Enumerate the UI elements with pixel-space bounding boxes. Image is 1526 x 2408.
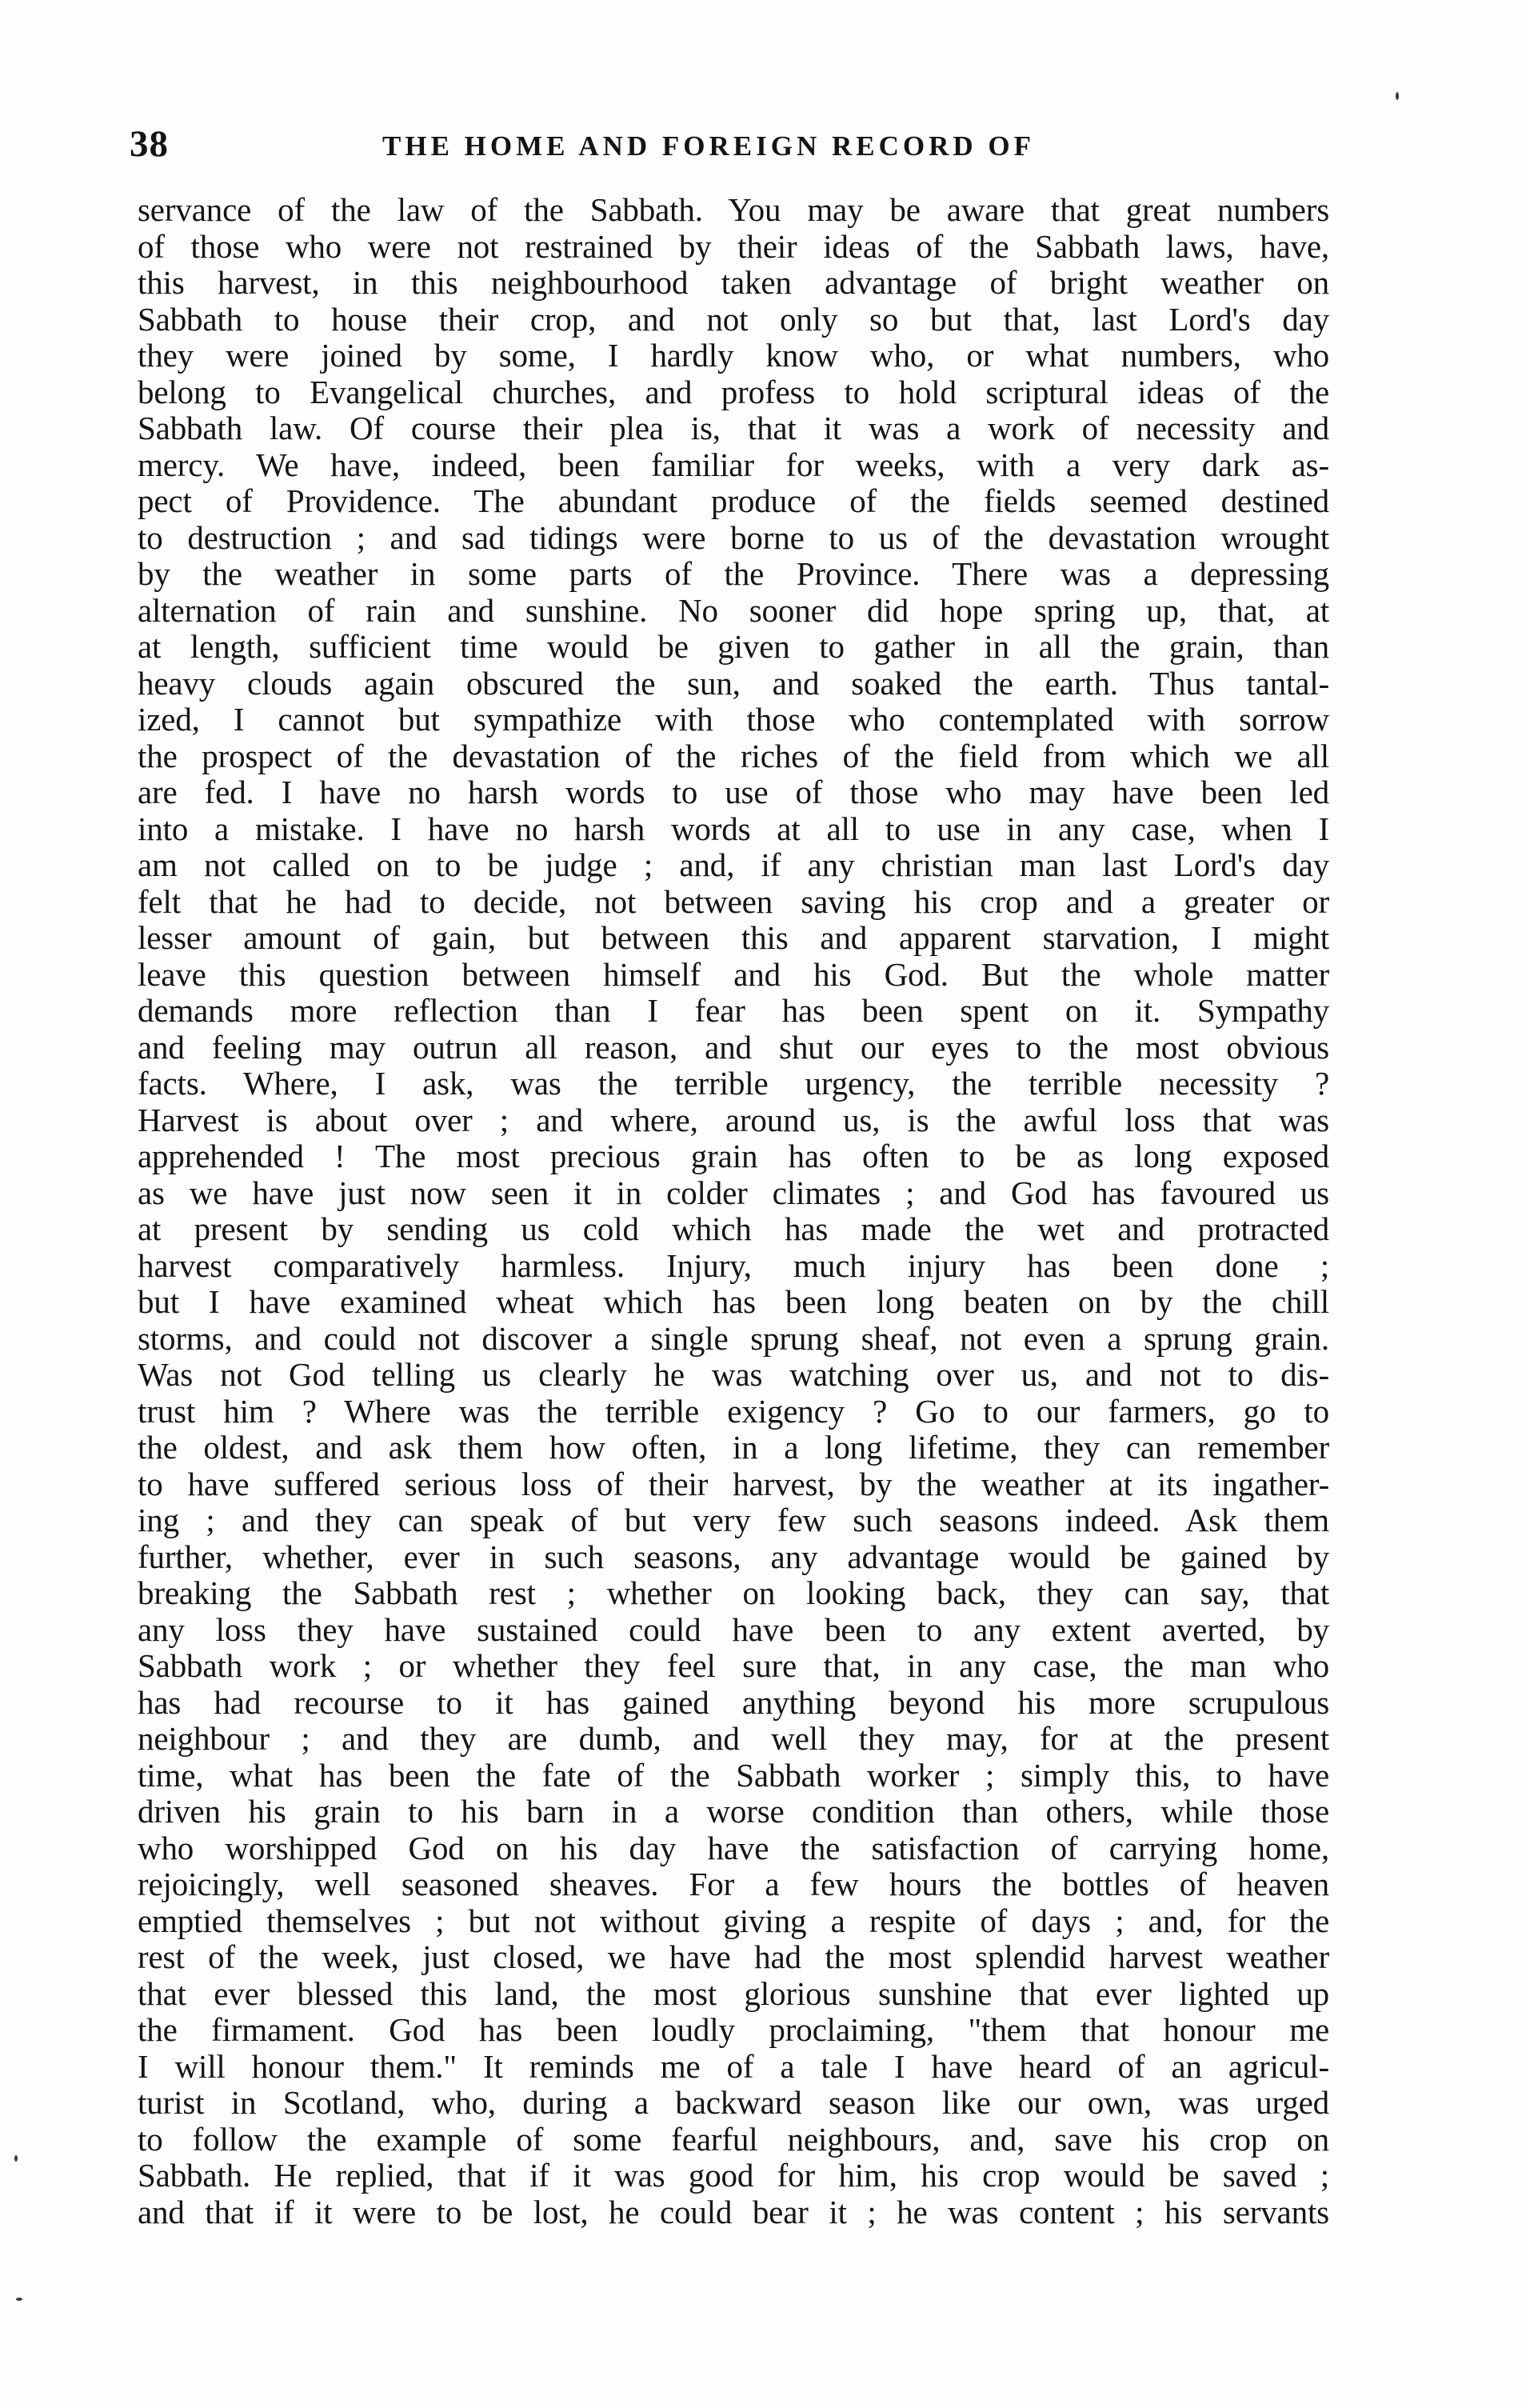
text-line: demands more reflection than I fear has been spent on it. Sympathy <box>138 992 1329 1029</box>
text-line: into a mistake. I have no harsh words at all to use in any case, when I <box>138 810 1329 847</box>
text-line: breaking the Sabbath rest ; whether on looking back, they can say, that <box>138 1574 1329 1611</box>
text-line: Sabbath to house their crop, and not only so but that, last Lord's day <box>138 300 1329 338</box>
text-line: trust him ? Where was the terrible exigency ? Go to our farmers, go to <box>138 1392 1329 1430</box>
text-line: Harvest is about over ; and where, around us, is the awful loss that was <box>138 1101 1329 1138</box>
text-line: am not called on to be judge ; and, if any christian man last Lord's day <box>138 846 1329 883</box>
text-line: at present by sending us cold which has made the wet and protracted <box>138 1210 1329 1247</box>
text-line: the firmament. God has been loudly proclaiming, "them that honour me <box>138 2011 1329 2048</box>
text-line: pect of Providence. The abundant produce of the fields seemed destined <box>138 482 1329 519</box>
text-line: of those who were not restrained by their ideas of the Sabbath laws, have, <box>138 227 1329 265</box>
text-line: storms, and could not discover a single sprung sheaf, not even a sprung grain. <box>138 1319 1329 1357</box>
page-header <box>130 118 1377 170</box>
text-line: leave this question between himself and his God. But the whole matter <box>138 955 1329 993</box>
text-line: and feeling may outrun all reason, and shut our eyes to the most obvious <box>138 1028 1329 1066</box>
text-line: apprehended ! The most precious grain has often to be as long exposed <box>138 1138 1329 1174</box>
text-line: has had recourse to it has gained anything beyond his more scrupulous <box>138 1683 1329 1721</box>
text-line: belong to Evangelical churches, and profess to hold scriptural ideas of the <box>138 373 1329 410</box>
text-line: time, what has been the fate of the Sabbath worker ; simply this, to have <box>138 1756 1329 1794</box>
text-line: Sabbath law. Of course their plea is, that it was a work of necessity and <box>138 410 1329 446</box>
text-line: to have suffered serious loss of their harvest, by the weather at its ingather- <box>138 1465 1329 1502</box>
running-head: THE HOME AND FOREIGN RECORD OF <box>382 130 1036 162</box>
text-line: that ever blessed this land, the most glorious sunshine that ever lighted up <box>138 1974 1329 2012</box>
text-line: I will honour them." It reminds me of a tale I have heard of an agricul- <box>138 2047 1329 2085</box>
text-line: emptied themselves ; but not without giving a respite of days ; and, for the <box>138 1902 1329 1939</box>
text-line: and that if it were to be lost, he could bear it ; he was content ; his servants <box>138 2193 1329 2230</box>
text-line: Sabbath work ; or whether they feel sure that, in any case, the man who <box>138 1647 1329 1684</box>
text-line: rejoicingly, well seasoned sheaves. For a few hours the bottles of heaven <box>138 1866 1329 1902</box>
text-line: rest of the week, just closed, we have had the most splendid harvest weather <box>138 1938 1329 1975</box>
text-line: they were joined by some, I hardly know who, or what numbers, who <box>138 337 1329 374</box>
text-line: but I have examined wheat which has been long beaten on by the chill <box>138 1283 1329 1320</box>
text-line: to follow the example of some fearful neighbours, and, save his crop on <box>138 2120 1329 2158</box>
text-line: by the weather in some parts of the Province. There was a depressing <box>138 555 1329 592</box>
text-line: lesser amount of gain, but between this and apparent starvation, I might <box>138 919 1329 956</box>
text-line: who worshipped God on his day have the satisfaction of carrying home, <box>138 1829 1329 1866</box>
text-line: servance of the law of the Sabbath. You may be aware that great numbers <box>138 191 1329 228</box>
text-line: as we have just now seen it in colder climates ; and God has favoured us <box>138 1174 1329 1211</box>
text-line: the prospect of the devastation of the riches of the field from which we all <box>138 737 1329 774</box>
scan-speck <box>14 2155 18 2162</box>
text-line: the oldest, and ask them how often, in a long lifetime, they can remember <box>138 1429 1329 1466</box>
text-line: facts. Where, I ask, was the terrible urgency, the terrible necessity ? <box>138 1065 1329 1102</box>
scan-speck <box>16 2298 22 2301</box>
text-line: ized, I cannot but sympathize with those who contemplated with sorrow <box>138 701 1329 738</box>
text-line: Sabbath. He replied, that if it was good for him, his crop would be saved ; <box>138 2157 1329 2194</box>
text-line: at length, sufficient time would be given to gather in all the grain, than <box>138 628 1329 665</box>
text-line: mercy. We have, indeed, been familiar for weeks, with a very dark as- <box>138 446 1329 483</box>
text-line: this harvest, in this neighbourhood taken advantage of bright weather on <box>138 264 1329 301</box>
text-line: driven his grain to his barn in a worse condition than others, while those <box>138 1793 1329 1830</box>
text-line: ing ; and they can speak of but very few such seasons indeed. Ask them <box>138 1502 1329 1538</box>
page-number: 38 <box>130 123 169 165</box>
text-line: to destruction ; and sad tidings were borne to us of the devastation wrought <box>138 518 1329 556</box>
text-line: harvest comparatively harmless. Injury, much injury has been done ; <box>138 1246 1329 1284</box>
text-line: heavy clouds again obscured the sun, and soaked the earth. Thus tantal- <box>138 664 1329 702</box>
body-text <box>138 192 1329 2230</box>
text-line: are fed. I have no harsh words to use of those who may have been led <box>138 774 1329 810</box>
text-line: alternation of rain and sunshine. No sooner did hope spring up, that, at <box>138 591 1329 629</box>
text-line: further, whether, ever in such seasons, any advantage would be gained by <box>138 1538 1329 1575</box>
text-line: neighbour ; and they are dumb, and well they may, for at the present <box>138 1720 1329 1757</box>
text-line: felt that he had to decide, not between saving his crop and a greater or <box>138 882 1329 920</box>
scan-speck <box>1396 92 1399 100</box>
text-line: Was not God telling us clearly he was watching over us, and not to dis- <box>138 1356 1329 1393</box>
text-line: turist in Scotland, who, during a backward season like our own, was urged <box>138 2084 1329 2121</box>
text-line: any loss they have sustained could have been to any extent averted, by <box>138 1610 1329 1648</box>
